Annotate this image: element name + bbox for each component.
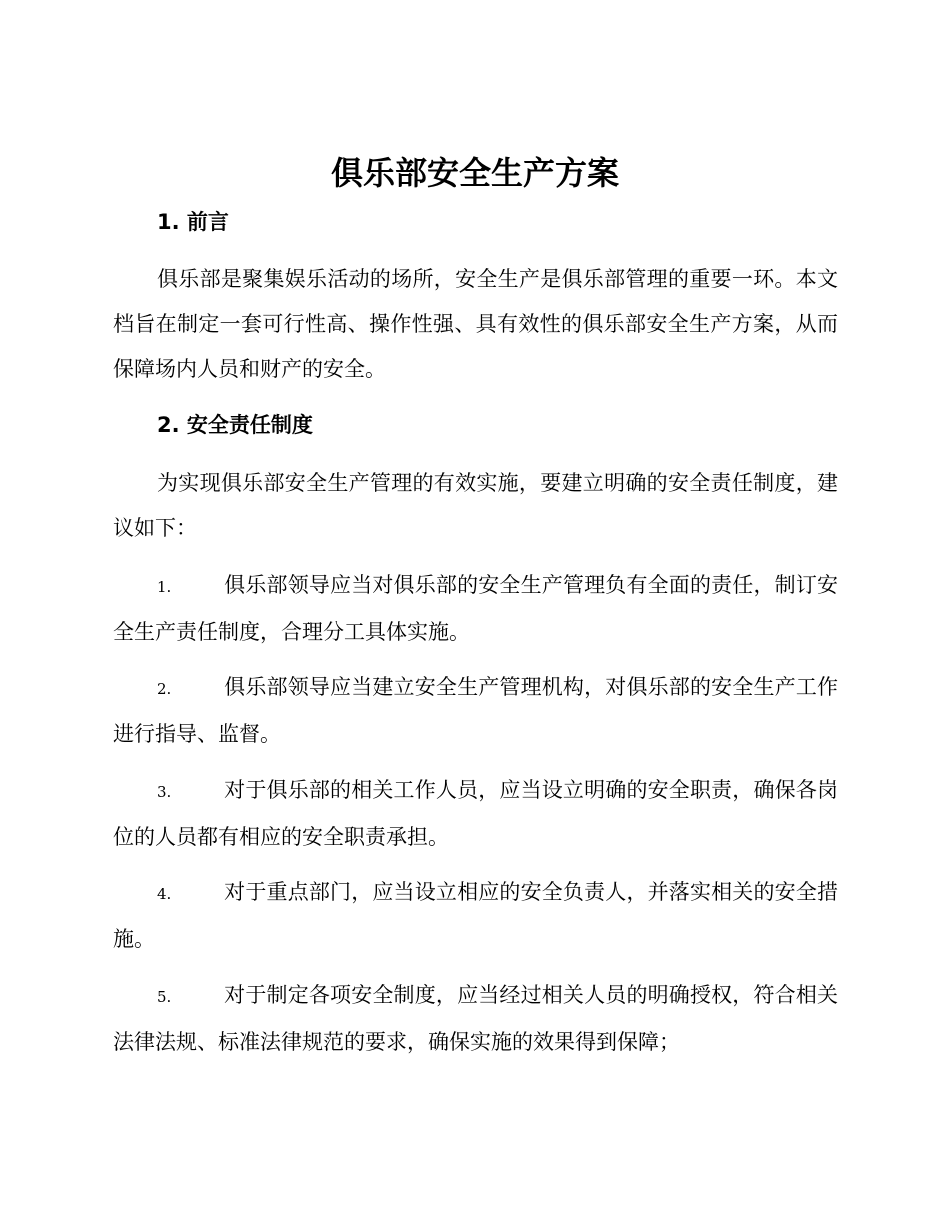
list-item (113, 870, 838, 962)
list-item-text: 俱乐部领导应当对俱乐部的安全生产管理负有全面的责任，制订安全生产责任制度，合理分工具体实施。 (113, 573, 838, 644)
list-item-number: 4. (157, 885, 172, 903)
list-item-number: 3. (157, 783, 172, 801)
list-item (113, 973, 838, 1065)
list-item-number: 5. (157, 988, 172, 1006)
safety-responsibility-intro: 为实现俱乐部安全生产管理的有效实施，要建立明确的安全责任制度，建议如下： (113, 471, 838, 540)
list-item-number: 1. (157, 578, 172, 596)
list-item-text: 对于俱乐部的相关工作人员，应当设立明确的安全职责，确保各岗位的人员都有相应的安全职责承担。 (113, 778, 838, 849)
list-item (113, 665, 838, 757)
list-item (113, 563, 838, 655)
section-heading-preface: 1. 前言 (157, 210, 229, 234)
list-item-text: 对于制定各项安全制度，应当经过相关人员的明确授权，符合相关法律法规、标准法律规范的要求，确保实施的效果得到保障； (113, 983, 838, 1054)
preface-paragraph: 俱乐部是聚集娱乐活动的场所，安全生产是俱乐部管理的重要一环。本文档旨在制定一套可行性高、操作性强、具有效性的俱乐部安全生产方案，从而保障场内人员和财产的安全。 (113, 267, 838, 381)
list-item-number: 2. (157, 680, 172, 698)
list-item-text: 俱乐部领导应当建立安全生产管理机构，对俱乐部的安全生产工作进行指导、监督。 (113, 675, 838, 746)
document-title: 俱乐部安全生产方案 (330, 154, 619, 192)
list-item-text: 对于重点部门，应当设立相应的安全负责人，并落实相关的安全措施。 (113, 880, 838, 951)
section-heading-safety-responsibility: 2. 安全责任制度 (157, 413, 313, 437)
list-item (113, 768, 838, 860)
